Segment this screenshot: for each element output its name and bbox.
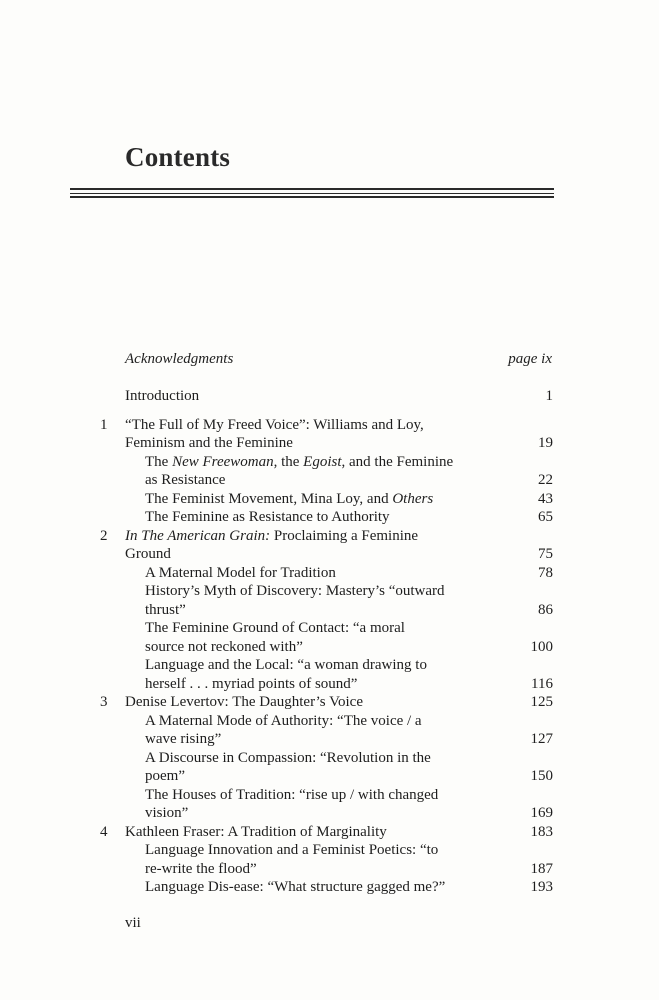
toc-section [0,490,659,509]
toc-entry-text: The Houses of Tradition: “rise up / with changed [145,786,439,803]
toc-entry-text: wave rising” [145,731,222,747]
toc-entry-text: source not reckoned with” [145,638,303,655]
toc-page-number: 116 [531,675,553,692]
toc-chapter-number: 3 [100,694,108,710]
toc-chapter-number: 2 [100,527,108,544]
toc-section [0,564,659,583]
toc-page-number: 127 [530,731,553,747]
toc-section [0,656,659,693]
toc-entry-text: thrust” [145,601,186,618]
title-rule-middle [70,193,554,194]
toc-page-number: 19 [538,435,553,451]
toc-section [0,749,659,786]
toc-page-number: 100 [530,638,553,655]
toc-page-number: 169 [530,805,553,821]
toc-page-number: 75 [538,546,553,562]
toc-entry-text: Language and the Local: “a woman drawing to [145,657,427,673]
toc-section [0,878,659,897]
toc-page-number: 1 [545,388,553,404]
toc-entry-text: Introduction [125,388,200,404]
toc-chapter [0,416,659,453]
toc-page-number: 65 [538,509,553,525]
toc-page-number: 22 [538,472,553,488]
acknowledgments-row [125,351,552,368]
toc-entry-text: Denise Levertov: The Daughter’s Voice [125,694,363,710]
toc-page-number: 43 [538,490,553,507]
toc-section [0,453,659,490]
toc-entry-text: Ground [125,546,171,562]
toc-entry-text: The Feminine as Resistance to Authority [145,509,390,525]
toc-section [0,582,659,619]
toc-entry-text: Language Dis-ease: “What structure gagged me?” [145,879,446,895]
toc-chapter [0,823,659,842]
toc-section [0,619,659,656]
toc-entry-text: “The Full of My Freed Voice”: Williams and Loy, [125,416,424,433]
acknowledgments-label: Acknowledgments [125,351,234,367]
toc-chapter [0,387,659,406]
toc-section [0,508,659,527]
toc-entry-text: vision” [145,805,189,821]
toc-entry-text: A Discourse in Compassion: “Revolution in the [145,749,431,766]
toc-entry-text: poem” [145,768,185,784]
toc-entry-text: The Feminine Ground of Contact: “a moral [145,620,405,636]
toc-entry-text: re-write the flood” [145,860,257,877]
toc-entry-text: as Resistance [145,472,226,488]
toc-entry-text: History’s Myth of Discovery: Mastery’s “outward [145,583,445,599]
toc-page-number: 150 [530,768,553,784]
toc-page-number: 187 [530,860,553,877]
toc-section [0,841,659,878]
toc-chapter-number: 1 [100,416,108,433]
page-number-footer: vii [125,915,141,931]
toc-entry-text: The Feminist Movement, Mina Loy, and Others [145,490,434,507]
toc-chapter [0,527,659,564]
toc-entry-text: Feminism and the Feminine [125,435,293,451]
toc-chapter-number: 4 [100,823,108,840]
toc-entry-text: The New Freewoman, the Egoist, and the Feminine [145,453,454,470]
toc-chapter [0,693,659,712]
toc-entry-text: Kathleen Fraser: A Tradition of Marginality [125,823,387,840]
toc-page-number: 183 [530,823,553,840]
acknowledgments-page: page ix [508,351,552,367]
toc-entry-text: A Maternal Model for Tradition [145,564,336,581]
toc-page-number: 78 [538,564,553,581]
toc-page-number: 86 [538,601,553,618]
toc-entry-text: A Maternal Mode of Authority: “The voice / a [145,712,422,729]
toc-page-number: 125 [530,694,553,710]
toc-section [0,712,659,749]
title-rule-top [70,188,554,190]
title-rule-bottom [70,196,554,198]
page-title: Contents [125,142,231,172]
toc-entry-text: In The American Grain: Proclaiming a Feminine [125,527,419,544]
toc-entry-text: herself . . . myriad points of sound” [145,675,358,692]
toc-list [0,387,659,897]
toc-section [0,786,659,823]
toc-entry-text: Language Innovation and a Feminist Poetics: “to [145,842,439,858]
toc-page-number: 193 [530,879,553,895]
